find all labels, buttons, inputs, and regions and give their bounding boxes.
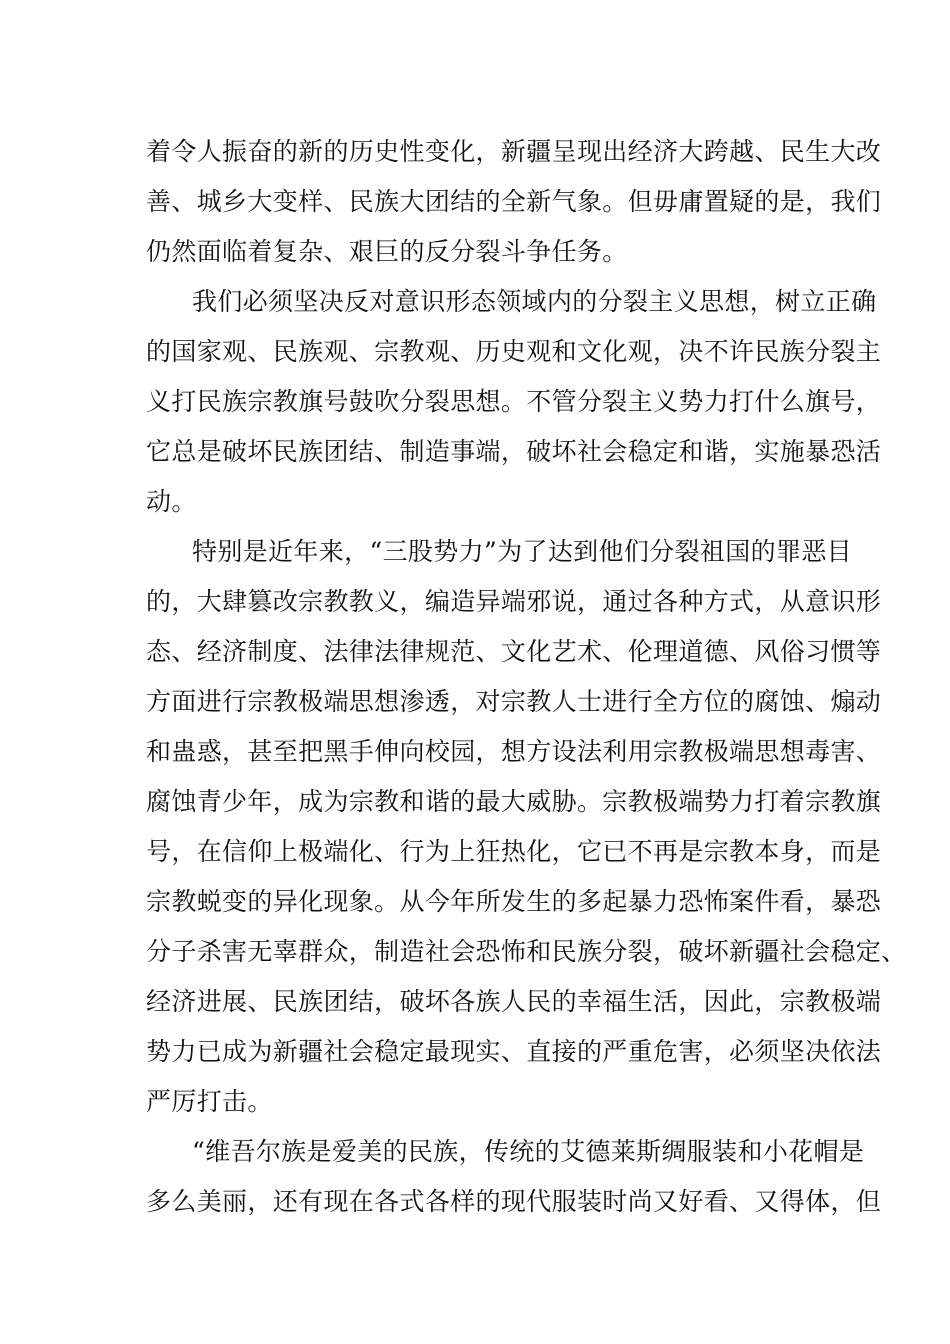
text-line: 的国家观、民族观、宗教观、历史观和文化观，决不许民族分裂主 <box>146 337 882 366</box>
text-line: 态、经济制度、法律法律规范、文化艺术、伦理道德、风俗习惯等 <box>146 637 882 666</box>
text-line: 它总是破坏民族团结、制造事端，破坏社会稳定和谐，实施暴恐活 <box>146 437 882 466</box>
text-line: 仍然面临着复杂、艰巨的反分裂斗争任务。 <box>146 237 628 266</box>
text-line: 方面进行宗教极端思想渗透，对宗教人士进行全方位的腐蚀、煽动 <box>146 687 882 716</box>
text-line: 腐蚀青少年，成为宗教和谐的最大威胁。宗教极端势力打着宗教旗 <box>146 787 882 816</box>
text-line: 动。 <box>146 487 197 516</box>
text-line: 和蛊惑，甚至把黑手伸向校园，想方设法利用宗教极端思想毒害、 <box>146 737 882 766</box>
text-line: 严厉打击。 <box>146 1087 273 1116</box>
text-line: 分子杀害无辜群众，制造社会恐怖和民族分裂，破坏新疆社会稳定、 <box>146 937 907 966</box>
text-line: 势力已成为新疆社会稳定最现实、直接的严重危害，必须坚决依法 <box>146 1037 882 1066</box>
text-line: 义打民族宗教旗号鼓吹分裂思想。不管分裂主义势力打什么旗号， <box>146 387 882 416</box>
text-line: 多么美丽，还有现在各式各样的现代服装时尚又好看、又得体，但 <box>146 1187 882 1216</box>
text-line: “维吾尔族是爱美的民族，传统的艾德莱斯绸服装和小花帽是 <box>192 1137 865 1166</box>
text-line: 善、城乡大变样、民族大团结的全新气象。但毋庸置疑的是，我们 <box>146 187 882 216</box>
text-line: 着令人振奋的新的历史性变化，新疆呈现出经济大跨越、民生大改 <box>146 137 882 166</box>
text-line: 特别是近年来，“三股势力”为了达到他们分裂祖国的罪恶目 <box>192 537 853 566</box>
text-line: 经济进展、民族团结，破坏各族人民的幸福生活，因此，宗教极端 <box>146 987 882 1016</box>
text-line: 我们必须坚决反对意识形态领域内的分裂主义思想，树立正确 <box>192 287 877 316</box>
text-line: 号，在信仰上极端化、行为上狂热化，它已不再是宗教本身，而是 <box>146 837 882 866</box>
text-line: 的，大肆篡改宗教教义，编造异端邪说，通过各种方式，从意识形 <box>146 587 882 616</box>
text-line: 宗教蜕变的异化现象。从今年所发生的多起暴力恐怖案件看，暴恐 <box>146 887 882 916</box>
